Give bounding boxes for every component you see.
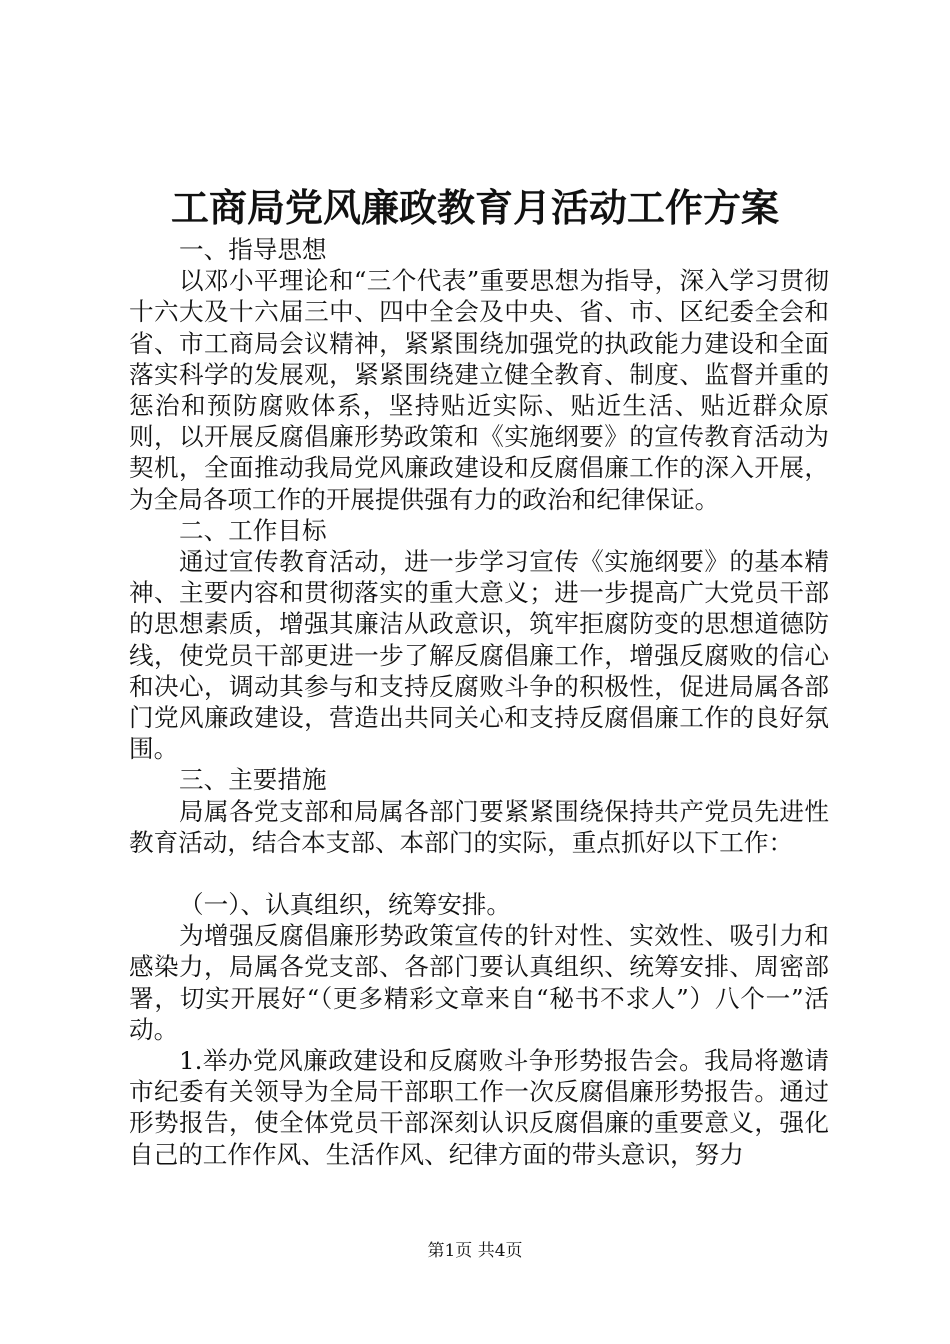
paragraph-main-measures: 局属各党支部和局属各部门要紧紧围绕保持共产党员先进性教育活动，结合本支部、本部门的实际，重点抓好以下工作： bbox=[129, 796, 829, 857]
subsection-heading-organize: （一）、认真组织，统筹安排。 bbox=[179, 890, 512, 920]
paragraph-work-goals: 通过宣传教育活动，进一步学习宣传《实施纲要》的基本精神、主要内容和贯彻落实的重大意义；进一步提高广大党员干部的思想素质，增强其廉洁从政意识，筑牢拒腐防变的思想道德防线，使党员干部更进一步了解反腐倡廉工作，增强反腐败的信心和决心，调动其参与和支持反腐败斗争的积极性，促进局属各部门党风廉政建设，营造出共同关心和支持反腐倡廉工作的良好氛围。 bbox=[129, 547, 829, 764]
paragraph-guiding-ideology: 以邓小平理论和“三个代表”重要思想为指导，深入学习贯彻十六大及十六届三中、四中全会及中央、省、市、区纪委全会和省、市工商局会议精神，紧紧围绕加强党的执政能力建设和全面落实科学的发展观，紧紧围绕建立健全教育、制度、监督并重的惩治和预防腐败体系，坚持贴近实际、贴近生活、贴近群众原则，以开展反腐倡廉形势政策和《实施纲要》的宣传教育活动为契机，全面推动我局党风廉政建设和反腐倡廉工作的深入开展，为全局各项工作的开展提供强有力的政治和纪律保证。 bbox=[129, 266, 829, 514]
document-title: 工商局党风廉政教育月活动工作方案 bbox=[170, 185, 779, 230]
blank-line bbox=[129, 858, 829, 889]
page-number-footer: 第1页 共4页 bbox=[427, 1241, 523, 1261]
paragraph-organize: 为增强反腐倡廉形势政策宣传的针对性、实效性、吸引力和感染力，局属各党支部、各部门要认真组织、统筹安排、周密部署，切实开展好“（更多精彩文章来自“秘书不求人”）八个一”活动。 bbox=[129, 921, 829, 1044]
section-heading-guiding-ideology: 一、指导思想 bbox=[179, 235, 327, 264]
document-body bbox=[129, 234, 829, 1170]
section-heading-work-goals: 二、工作目标 bbox=[179, 515, 327, 545]
section-heading-main-measures: 三、主要措施 bbox=[179, 765, 327, 795]
paragraph-item-1: 1.举办党风廉政建设和反腐败斗争形势报告会。我局将邀请市纪委有关领导为全局干部职工作一次反腐倡廉形势报告。通过形势报告，使全体党员干部深刻认识反腐倡廉的重要意义，强化自己的工作作风、生活作风、纪律方面的带头意识，努力 bbox=[129, 1046, 829, 1169]
